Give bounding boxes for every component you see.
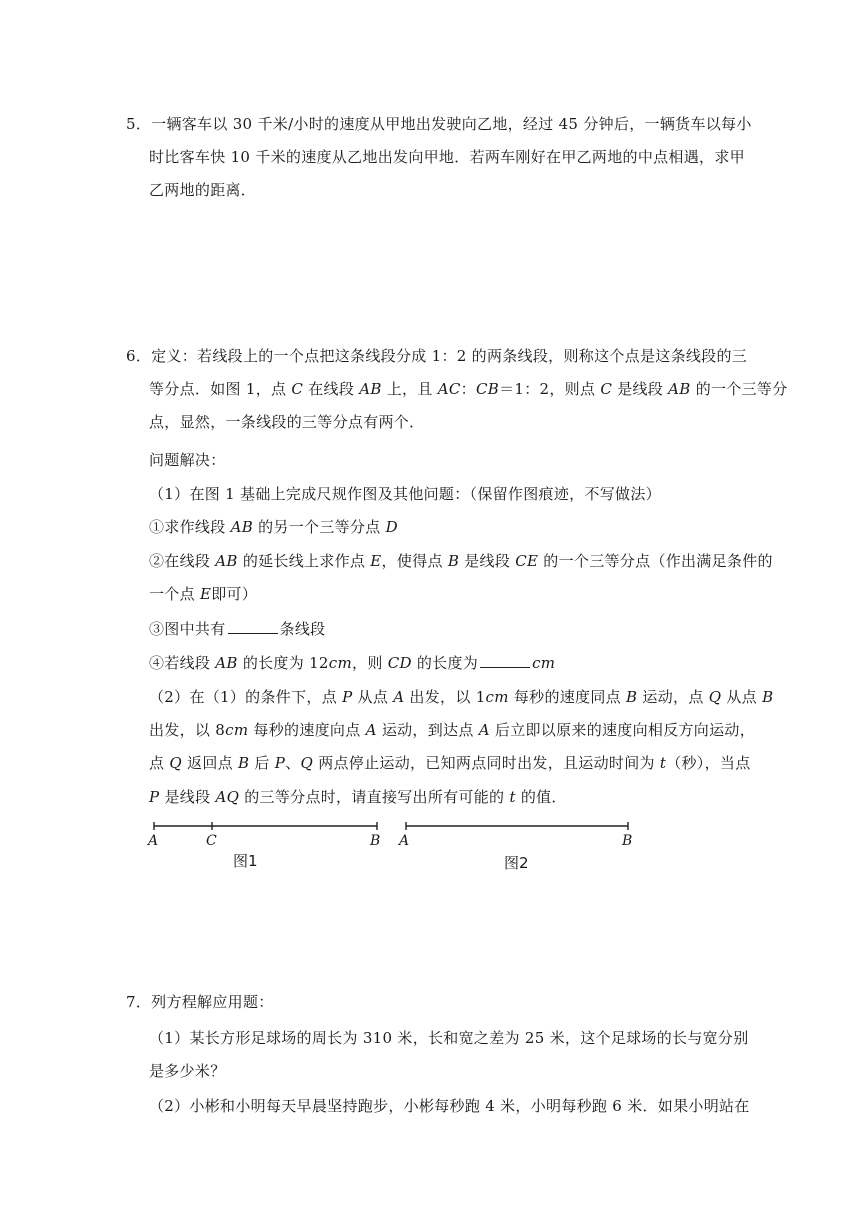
q7-line-2: （1）某长方形足球场的周长为 310 米，长和宽之差为 25 米，这个足球场的长与宽分别 xyxy=(149,1029,749,1047)
q6-part2-line-1: （2）在（1）的条件下，点 P 从点 A 出发，以 1cm 每秒的速度同点 B 运动，点 Q 从点 B xyxy=(149,688,774,706)
q6-problem-heading: 问题解决： xyxy=(149,451,226,469)
figure-lines xyxy=(140,815,640,885)
q6-task-2-cont: 一个点 E即可） xyxy=(149,585,258,603)
answer-blank[interactable] xyxy=(228,619,278,634)
q7-line-3: 是多少米？ xyxy=(149,1062,226,1080)
q6-task-3: ③图中共有 条线段 xyxy=(149,620,326,638)
q6-task-2: ②在线段 AB 的延长线上求作点 E，使得点 B 是线段 CE 的一个三等分点（作出满足条件的 xyxy=(149,552,773,570)
figures xyxy=(140,815,640,885)
q6-line-1: 6．定义：若线段上的一个点把这条线段分成 1：2 的两条线段，则称这个点是这条线段的三 xyxy=(126,347,748,365)
q5-line-3: 乙两地的距离． xyxy=(149,181,257,199)
answer-blank[interactable] xyxy=(480,653,530,668)
q7-line-1: 7．列方程解应用题： xyxy=(126,993,274,1011)
q7-line-4: （2）小彬和小明每天早晨坚持跑步，小彬每秒跑 4 米，小明每秒跑 6 米．如果小明站在 xyxy=(149,1097,750,1115)
q6-part1: （1）在图 1 基础上完成尺规作图及其他问题：（保留作图痕迹，不写做法） xyxy=(149,485,661,503)
q6-task-4: ④若线段 AB 的长度为 12cm，则 CD 的长度为 cm xyxy=(149,654,556,672)
fig1-label-B: B xyxy=(370,833,381,849)
fig1-caption: 图1 xyxy=(233,852,258,870)
q6-task-1: ①求作线段 AB 的另一个三等分点 D xyxy=(149,518,398,536)
q5-line-2: 时比客车快 10 千米的速度从乙地出发向甲地．若两车刚好在甲乙两地的中点相遇，求甲 xyxy=(149,148,745,166)
q6-part2-line-2: 出发，以 8cm 每秒的速度向点 A 运动，到达点 A 后立即以原来的速度向相反方向运动， xyxy=(149,721,755,739)
q6-line-2: 等分点．如图 1，点 C 在线段 AB 上，且 AC：CB＝1：2，则点 C 是线段 AB 的一个三等分 xyxy=(149,380,788,398)
fig1-label-C: C xyxy=(206,833,217,849)
fig2-caption: 图2 xyxy=(504,854,529,872)
q6-part2-line-3: 点 Q 返回点 B 后 P、Q 两点停止运动，已知两点同时出发，且运动时间为 t（秒），当点 xyxy=(149,754,751,772)
fig1-label-A: A xyxy=(148,833,159,849)
q6-part2-line-4: P 是线段 AQ 的三等分点时，请直接写出所有可能的 t 的值． xyxy=(149,788,567,806)
q5-line-1: 5．一辆客车以 30 千米/小时的速度从甲地出发驶向乙地，经过 45 分钟后，一辆货车以每小 xyxy=(126,115,752,133)
fig2-label-B: B xyxy=(622,833,633,849)
fig2-label-A: A xyxy=(399,833,410,849)
q6-line-3: 点，显然，一条线段的三等分点有两个． xyxy=(149,413,425,431)
